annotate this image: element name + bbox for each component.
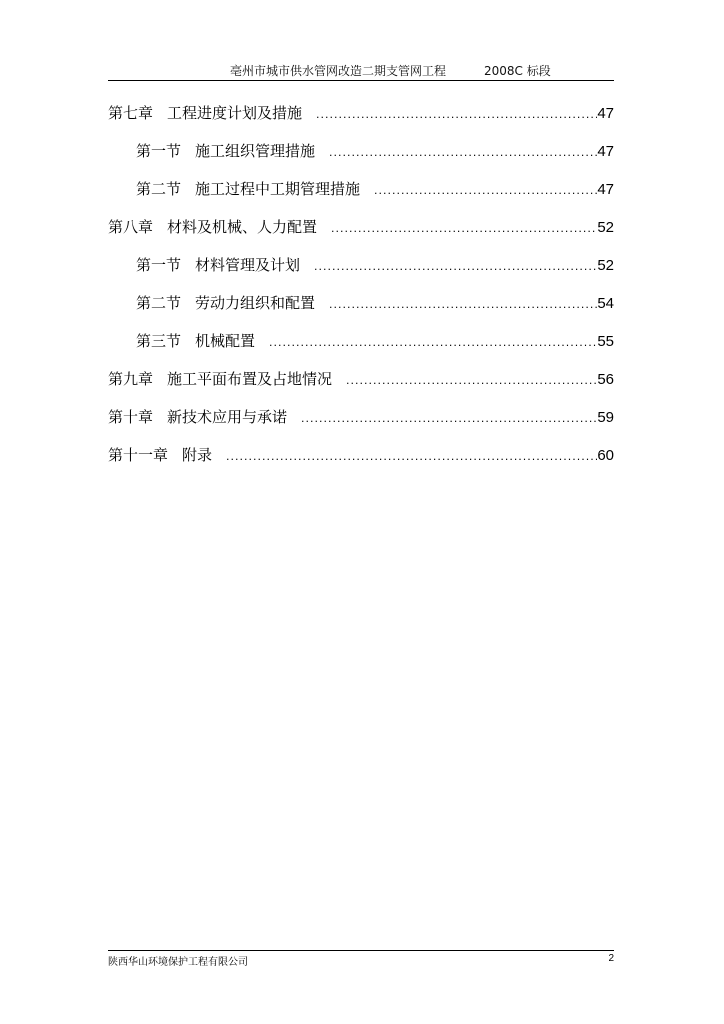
header-project-title: 亳州市城市供水管网改造二期支管网工程 — [230, 64, 447, 78]
toc-entry-title: 工程进度计划及措施 — [167, 104, 303, 122]
toc-entry-page: 47 — [597, 181, 614, 198]
running-header — [230, 62, 610, 79]
toc-dot-leader — [346, 373, 597, 389]
toc-entry-title: 材料及机械、人力配置 — [167, 218, 318, 236]
toc-entry-page: 60 — [597, 447, 614, 464]
toc-entry-page: 52 — [597, 219, 614, 236]
toc-entry[interactable] — [136, 141, 614, 161]
toc-entry-page: 47 — [597, 143, 614, 160]
toc-dot-leader — [316, 107, 597, 123]
toc-entry-title: 施工组织管理措施 — [195, 142, 316, 160]
toc-dot-leader — [226, 449, 597, 465]
toc-entry-number: 第十一章 — [108, 446, 169, 464]
toc-entry-number: 第三节 — [136, 332, 182, 350]
toc-entry-number: 第一节 — [136, 256, 182, 274]
toc-entry[interactable] — [108, 407, 614, 427]
toc-entry-page: 54 — [597, 295, 614, 312]
toc-entry-number: 第七章 — [108, 104, 154, 122]
toc-entry-title: 附录 — [182, 446, 213, 464]
toc-entry-number: 第八章 — [108, 218, 154, 236]
footer-rule — [108, 950, 614, 951]
toc-dot-leader — [331, 221, 597, 237]
toc-dot-leader — [269, 335, 597, 351]
toc-dot-leader — [301, 411, 597, 427]
toc-entry[interactable] — [108, 103, 614, 123]
toc-entry[interactable] — [136, 179, 614, 199]
toc-dot-leader — [329, 297, 597, 313]
toc-entry[interactable] — [136, 331, 614, 351]
toc-entry-number: 第九章 — [108, 370, 154, 388]
toc-entry-title: 材料管理及计划 — [195, 256, 301, 274]
toc-entry-number: 第二节 — [136, 294, 182, 312]
toc-entry[interactable] — [108, 217, 614, 237]
footer-page-number: 2 — [608, 953, 614, 964]
toc-entry-title: 施工过程中工期管理措施 — [195, 180, 361, 198]
toc-dot-leader — [329, 145, 597, 161]
header-section-label: 2008C 标段 — [484, 64, 551, 78]
toc-entry-number: 第十章 — [108, 408, 154, 426]
header-rule — [108, 80, 614, 81]
toc-entry-page: 47 — [597, 105, 614, 122]
footer-company-name: 陕西华山环境保护工程有限公司 — [108, 957, 248, 968]
toc-entry-page: 59 — [597, 409, 614, 426]
toc-entry[interactable] — [136, 293, 614, 313]
toc-entry-number: 第一节 — [136, 142, 182, 160]
toc-entry-page: 56 — [597, 371, 614, 388]
toc-dot-leader — [314, 259, 597, 275]
toc-entry[interactable] — [108, 445, 614, 465]
toc-entry-title: 劳动力组织和配置 — [195, 294, 316, 312]
toc-entry-page: 55 — [597, 333, 614, 350]
toc-dot-leader — [374, 183, 597, 199]
toc-entry-title: 新技术应用与承诺 — [167, 408, 288, 426]
toc-entry-title: 机械配置 — [195, 332, 256, 350]
toc-entry-page: 52 — [597, 257, 614, 274]
toc-entry[interactable] — [108, 369, 614, 389]
toc-entry-title: 施工平面布置及占地情况 — [167, 370, 333, 388]
toc-entry[interactable] — [136, 255, 614, 275]
toc-entry-number: 第二节 — [136, 180, 182, 198]
